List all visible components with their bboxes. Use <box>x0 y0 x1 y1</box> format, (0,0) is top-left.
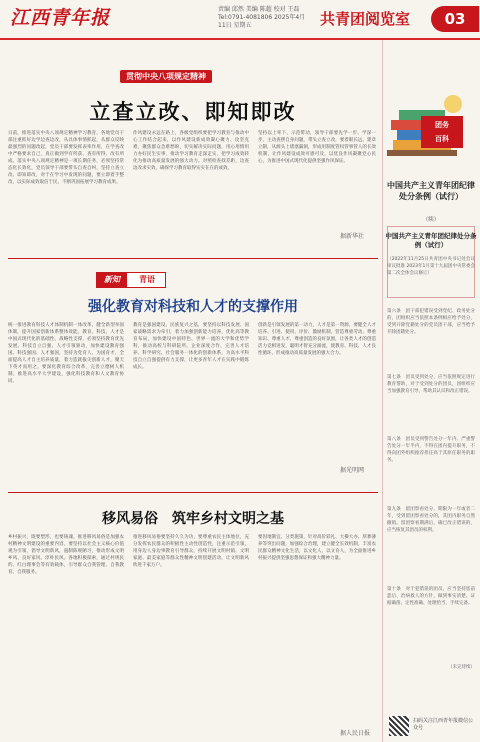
banner-line2: 百科 <box>435 135 449 143</box>
article1-kicker: 贯彻中央八项规定精神 <box>120 70 212 83</box>
main-column <box>8 40 378 742</box>
sidebar-to-be-continued: （未完待续） <box>448 665 475 670</box>
sidebar-title-suffix: （续） <box>422 217 440 223</box>
article2-source: 据光明网 <box>340 467 365 474</box>
page-header <box>0 0 480 40</box>
divider-1 <box>8 258 378 259</box>
column-tag <box>96 272 166 288</box>
sidebar-title: 中国共产主义青年团纪律处分条例（试行） <box>387 180 475 201</box>
article1-col2: 作风建设永远在路上，各级党组织要把学习教育与推动中心工作结合起来，以作风建设新成效凝心聚力、攻坚克难，聚焦群众急难愁盼，切实解决实际问题，用心用情用力办好民生实事，推动学习教育走深走实，把学习成效转化为推动高质量发展的强大动力。对照检查找差距，边查边改求实效，确保学习教育取得实实在在的成效。 <box>133 131 249 171</box>
sidebar-para4: 第九条 留团察看处分，期限为一年或者二年，受到留团察看处分的，其团内职务自然撤销。留团察看期满后，确已改正错误的，应当恢复其团员的权利。 <box>387 507 475 533</box>
article1-title: 立查立改、即知即改 <box>89 99 297 124</box>
qr-code-icon <box>389 716 409 736</box>
banner-line1: 团务 <box>435 121 449 129</box>
sidebar-column <box>382 40 478 742</box>
divider-2 <box>8 492 378 493</box>
article2-col1: 统一推进教育科技人才体制机制一体改革，健全新型举国体制，提升国家创新体系整体效能。教育、科技、人才是中国式现代化的基础性、战略性支撑，必须坚持教育优先发展、科技自立自强、人才引领驱动，加快建设教育强国、科技强国、人才强国，坚持为党育人、为国育才，全面提高人才自主培养质量，着力造就拔尖创新人才，聚天下英才而用之。要深化教育综合改革，完善立德树人机制，推进高水平大学建设，强化科技教育和人文教育协同。 <box>8 323 124 384</box>
sidebar-para5: 第十条 对于犯错误的团员，应当坚持惩前毖后、治病救人的方针，做到事实清楚、证据确凿、定性准确、处理恰当、手续完备。 <box>387 587 475 606</box>
sidebar-subtitle: 中国共产主义青年团纪律处分条例（试行） <box>385 232 477 249</box>
page-number: 03 <box>431 6 479 32</box>
sidebar-para2: 第七条 团员受到处分，应当依照规定进行教育帮助，对于受到处分的团员，团组织应当加强教育引导，帮助其认识和改正错误。 <box>387 375 475 394</box>
article3-source: 据人民日报 <box>340 730 371 737</box>
article3-col1: 乡村振兴，既要塑形，也要铸魂。推进移风易俗是加强农村精神文明建设的重要内容，要坚持以社会主义核心价值观为引领，倡导文明新风，遏制陈规陋习，推动形成文明乡风、良好家风、淳朴民风。各地积极探索，通过村规民约、红白理事会等有效载体，引导群众自我管理、自我教育、自我服务。 <box>8 535 124 575</box>
article2-col2: 教育是强国建设、民族复兴之基，要坚持以科技发展、国家战略需求为牵引，着力加强创新能力培养，优化高等教育布局，加快建设中国特色、世界一流的大学和优势学科，推动高校与科研院所、企业深度合作，完善人才培养、科学研究、社会服务一体化的创新体系，为高水平科技自立自强提供有力支撑，让更多青年人才在实践中锻炼成长。 <box>133 323 249 370</box>
article2-title: 强化教育对科技和人才的支撑作用 <box>88 299 298 315</box>
header-meta <box>218 6 312 30</box>
article3-title: 移风易俗 筑牢乡村文明之基 <box>102 511 284 527</box>
article1-col1: 日前，推进落实中央八项规定精神学习教育，各地党员干部注重抓好边学边查边改，从具体事情抓起，从群众反映最强烈的问题改起，党员干部要发挥表率作用，在学查改中严格要求自己，真正做到学有所获、查有所得、改有所成。落实中央八项规定精神是一项长期任务，必须坚持常态化长效化，党员领导干部要带头自查自纠，坚持立查立改、即知即改，对于在学习中发现的问题，要立即着手整改，以实际成效取信于民，不断巩固拓展学习教育成果。 <box>8 131 124 185</box>
article3-col2: 推进移风易俗要坚持久久为功，要尊重农民主体地位，充分发挥农民群众的积极性主动性创造性，注重示范引领，用身边人身边事教育引导群众，持续开展文明村镇、文明家庭、最美家庭等群众性精神文明创建活动，让文明新风吹进千家万户。 <box>133 535 249 568</box>
column-tag-b: 青语 <box>139 275 155 284</box>
sidebar-para3: 第八条 团员受到警告处分一年内、严重警告处分一年半内，不得在团内提升职务，不得向团外组织推荐担任高于其原任职务的职务。 <box>387 437 475 463</box>
sidebar-para1: 第六条 团干部犯错误受到党纪、政务处分的，团组织应当依照本条例相应给予处分，受到开除党籍处分的党员团干部，应当给予开除团籍处分。 <box>387 309 475 335</box>
article1-col3: 坚持以上率下、示范带动，领导干部要先学一步、学深一步，主动查摆自身问题，带头立查立改，要着眼长远、建章立制，从源头上堵塞漏洞，形成用制度管权管事管人的长效机制，让作风建设成效可感可及，以优良作风凝聚党心民心，为推进中国式现代化提供坚强作风保证。 <box>258 131 376 164</box>
section-title: 共青团阅览室 <box>320 10 411 28</box>
qr-label: 扫码关注江西青年报微信公众号 <box>413 718 474 731</box>
article1-source: 据新华社 <box>340 233 365 240</box>
article3-col3: 要因地制宜、分类施策，针对高价彩礼、大操大办、厚葬薄养等突出问题，加强综合治理，建立健全长效机制，丰富农民群众精神文化生活，以文化人、以文育人，为全面推进乡村振兴提供坚强思想保证和强大精神力量。 <box>258 535 376 561</box>
group-encyclopedia-banner <box>421 116 463 148</box>
article2-col3: 创新是引领发展的第一动力，人才是第一资源，要健全人才培养、引进、使用、评价、激励机制，营造尊重劳动、尊重知识、尊重人才、尊重创造的良好氛围，让各类人才的创造活力竞相迸发，聪明才智充分涌流，使教育、科技、人才良性循环，形成推动高质量发展的强大合力。 <box>258 323 376 356</box>
editor-line: 责编 邱然 美编 陈超 校对 王磊 <box>218 6 300 13</box>
masthead-logo: 江西青年报 <box>10 7 111 29</box>
contact-date-line: Tel:0791-4081806 2025年4月11日 星期五 <box>218 14 306 29</box>
column-tag-a: 新知 <box>97 273 127 287</box>
sidebar-note: （2022年11月25日共青团中央书记处会议审议批准 2023年1月第十九届团中央常委会第二次全体会议修订） <box>387 257 475 276</box>
